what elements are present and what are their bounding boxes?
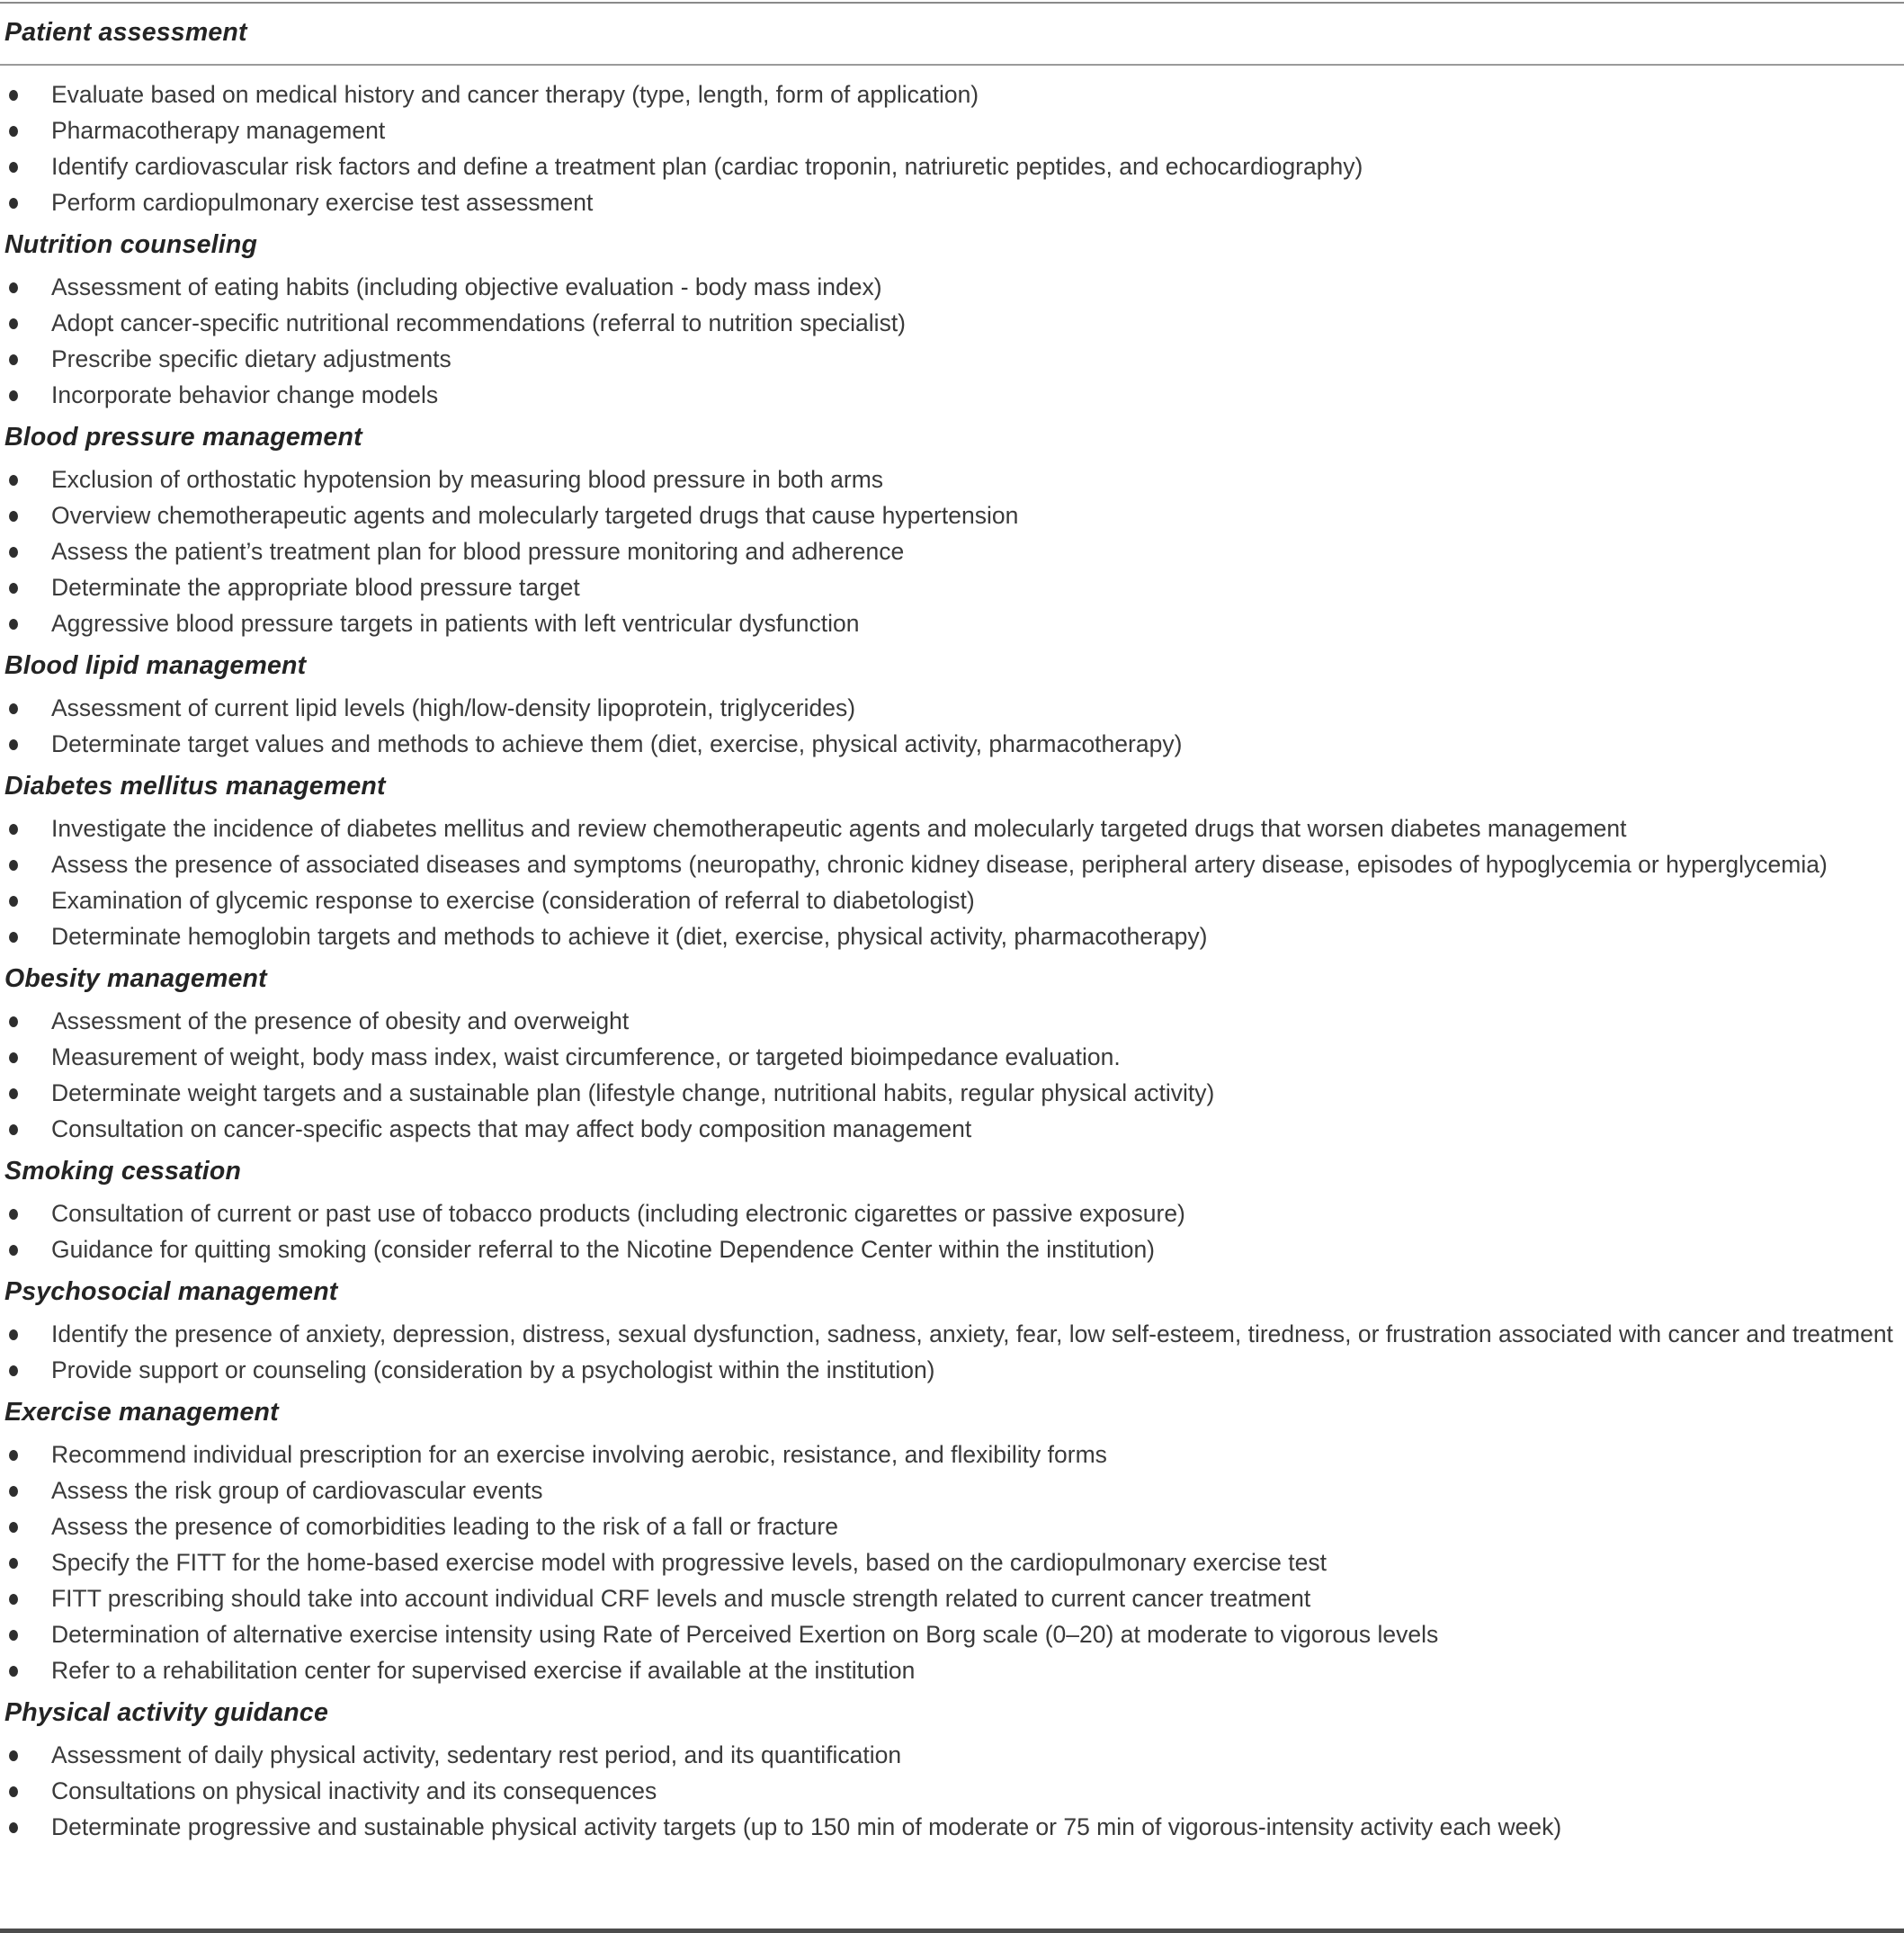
bullet-icon <box>9 126 18 137</box>
list-item-text: Consultation on cancer-specific aspects that may affect body composition management <box>51 1115 972 1142</box>
bullet-icon <box>9 739 18 750</box>
bullet-icon <box>9 1329 18 1340</box>
list-item <box>0 569 1899 605</box>
bullet-icon <box>9 475 18 486</box>
list-item <box>0 1111 1899 1147</box>
section <box>0 1147 1899 1267</box>
list-item <box>0 341 1899 377</box>
bullet-icon <box>9 511 18 522</box>
bullet-icon <box>9 1522 18 1533</box>
bullet-icon <box>9 90 18 101</box>
list-item <box>0 726 1899 762</box>
list-item <box>0 269 1899 305</box>
list-item-text: Assessment of the presence of obesity and overweight <box>51 1007 630 1034</box>
list-item-text: Assess the risk group of cardiovascular events <box>51 1477 543 1504</box>
list-item-text: Identify the presence of anxiety, depression, distress, sexual dysfunction, sadness, anxiety, fear, low self-esteem, tiredness, or frustration associated with cancer and treatment <box>51 1320 1893 1347</box>
list-item-text: Overview chemotherapeutic agents and molecularly targeted drugs that cause hypertension <box>51 502 1019 529</box>
bullet-icon <box>9 1486 18 1497</box>
list-item-text: Specify the FITT for the home-based exercise model with progressive levels, based on the cardiopulmonary exercise test <box>51 1549 1327 1576</box>
list-item <box>0 1231 1899 1267</box>
list-item <box>0 461 1899 497</box>
list-item <box>0 810 1899 846</box>
section-heading: Blood pressure management <box>4 423 362 452</box>
section <box>0 1388 1899 1688</box>
list-item <box>0 305 1899 341</box>
list-item <box>0 533 1899 569</box>
bullet-icon <box>9 1124 18 1135</box>
section-heading: Obesity management <box>4 964 267 993</box>
section-heading: Nutrition counseling <box>4 230 258 259</box>
list-item <box>0 1616 1899 1652</box>
list-item-text: Perform cardiopulmonary exercise test assessment <box>51 189 594 216</box>
list-item-text: Consultation of current or past use of tobacco products (including electronic cigarettes or passive exposure) <box>51 1200 1185 1227</box>
bullet-icon <box>9 1052 18 1063</box>
table-bottom-rule <box>0 1929 1904 1933</box>
bullet-icon <box>9 390 18 401</box>
list-item <box>0 1544 1899 1580</box>
list-item <box>0 1737 1899 1773</box>
list-item-text: Assess the presence of associated diseases and symptoms (neuropathy, chronic kidney disease, peripheral artery disease, episodes of hypoglycemia or hyperglycemia) <box>51 851 1828 878</box>
bullet-icon <box>9 547 18 558</box>
bullet-icon <box>9 703 18 714</box>
list-item-text: Guidance for quitting smoking (consider referral to the Nicotine Dependence Center within the institution) <box>51 1236 1156 1263</box>
list-item-text: Assessment of current lipid levels (high/low-density lipoprotein, triglycerides) <box>51 694 856 721</box>
list-item <box>0 605 1899 641</box>
list-item-text: Investigate the incidence of diabetes mellitus and review chemotherapeutic agents and molecularly targeted drugs that worsen diabetes management <box>51 815 1627 842</box>
bullet-icon <box>9 1209 18 1220</box>
bullet-icon <box>9 1365 18 1376</box>
list-item-text: Exclusion of orthostatic hypotension by measuring blood pressure in both arms <box>51 466 884 493</box>
bullet-icon <box>9 198 18 209</box>
list-item-text: Assessment of daily physical activity, sedentary rest period, and its quantification <box>51 1741 902 1768</box>
list-item <box>0 148 1899 184</box>
list-item <box>0 377 1899 413</box>
section-heading: Exercise management <box>4 1398 279 1427</box>
list-item-text: Provide support or counseling (consideration by a psychologist within the institution) <box>51 1356 935 1383</box>
list-item-text: Prescribe specific dietary adjustments <box>51 345 451 372</box>
list-item-text: FITT prescribing should take into account individual CRF levels and muscle strength related to current cancer treatment <box>51 1585 1311 1612</box>
list-item-text: Assessment of eating habits (including objective evaluation - body mass index) <box>51 273 882 300</box>
table-header-title: Patient assessment <box>4 18 247 47</box>
section <box>0 1267 1899 1388</box>
section-heading: Psychosocial management <box>4 1277 338 1306</box>
section <box>0 220 1899 413</box>
bullet-icon <box>9 1822 18 1833</box>
list-item-text: Examination of glycemic response to exercise (consideration of referral to diabetologist) <box>51 887 975 914</box>
bullet-icon <box>9 1786 18 1797</box>
bullet-icon <box>9 896 18 907</box>
list-item <box>0 1075 1899 1111</box>
list-item-text: Refer to a rehabilitation center for supervised exercise if available at the institution <box>51 1657 916 1684</box>
bullet-icon <box>9 1666 18 1677</box>
list-item-text: Determinate target values and methods to achieve them (diet, exercise, physical activity, pharmacotherapy) <box>51 730 1183 757</box>
bullet-icon <box>9 1594 18 1605</box>
section <box>0 76 1899 220</box>
bullet-icon <box>9 354 18 365</box>
bullet-icon <box>9 318 18 329</box>
list-item <box>0 1316 1899 1352</box>
bullet-icon <box>9 619 18 630</box>
list-item <box>0 846 1899 882</box>
bullet-icon <box>9 583 18 594</box>
section-heading: Smoking cessation <box>4 1157 242 1186</box>
list-item <box>0 690 1899 726</box>
section <box>0 954 1899 1147</box>
list-item <box>0 1003 1899 1039</box>
list-item <box>0 76 1899 112</box>
bullet-icon <box>9 1450 18 1461</box>
list-item-text: Determination of alternative exercise intensity using Rate of Perceived Exertion on Borg scale (0–20) at moderate to vigorous levels <box>51 1621 1439 1648</box>
section-heading: Blood lipid management <box>4 651 307 680</box>
list-item-text: Assess the presence of comorbidities leading to the risk of a fall or fracture <box>51 1513 838 1540</box>
list-item <box>0 1039 1899 1075</box>
list-item-text: Evaluate based on medical history and cancer therapy (type, length, form of application) <box>51 81 979 108</box>
list-item <box>0 918 1899 954</box>
list-item-text: Determinate the appropriate blood pressure target <box>51 574 580 601</box>
list-item <box>0 1352 1899 1388</box>
section-heading: Diabetes mellitus management <box>4 772 386 801</box>
bullet-icon <box>9 1088 18 1099</box>
list-item-text: Assess the patient’s treatment plan for blood pressure monitoring and adherence <box>51 538 905 565</box>
bullet-icon <box>9 1750 18 1761</box>
table-body <box>0 66 1904 1920</box>
list-item-text: Adopt cancer-specific nutritional recommendations (referral to nutrition specialist) <box>51 309 907 336</box>
bullet-icon <box>9 860 18 871</box>
list-item <box>0 1508 1899 1544</box>
section-heading: Physical activity guidance <box>4 1698 329 1727</box>
list-item <box>0 184 1899 220</box>
list-item-text: Determinate weight targets and a sustainable plan (lifestyle change, nutritional habits, regular physical activity) <box>51 1079 1215 1106</box>
list-item-text: Determinate progressive and sustainable physical activity targets (up to 150 min of moderate or 75 min of vigorous-intensity activity each week) <box>51 1813 1562 1840</box>
list-item <box>0 1472 1899 1508</box>
bullet-icon <box>9 1630 18 1641</box>
list-item <box>0 1436 1899 1472</box>
list-item <box>0 1809 1899 1845</box>
bullet-icon <box>9 1016 18 1027</box>
section <box>0 413 1899 641</box>
list-item-text: Determinate hemoglobin targets and methods to achieve it (diet, exercise, physical activity, pharmacotherapy) <box>51 923 1208 950</box>
list-item <box>0 1773 1899 1809</box>
section <box>0 1688 1899 1845</box>
list-item-text: Pharmacotherapy management <box>51 117 386 144</box>
list-item-text: Consultations on physical inactivity and its consequences <box>51 1777 657 1804</box>
section <box>0 641 1899 762</box>
list-item <box>0 497 1899 533</box>
list-item-text: Recommend individual prescription for an exercise involving aerobic, resistance, and flexibility forms <box>51 1441 1107 1468</box>
bullet-icon <box>9 162 18 173</box>
list-item <box>0 1580 1899 1616</box>
list-item-text: Aggressive blood pressure targets in patients with left ventricular dysfunction <box>51 610 860 637</box>
bullet-icon <box>9 824 18 835</box>
list-item-text: Incorporate behavior change models <box>51 381 439 408</box>
section <box>0 762 1899 954</box>
bullet-icon <box>9 282 18 293</box>
list-item <box>0 1652 1899 1688</box>
table-header-row <box>0 4 1904 64</box>
bullet-icon <box>9 1558 18 1569</box>
list-item <box>0 112 1899 148</box>
list-item <box>0 1195 1899 1231</box>
list-item-text: Identify cardiovascular risk factors and define a treatment plan (cardiac troponin, natriuretic peptides, and echocardiography) <box>51 153 1363 180</box>
bullet-icon <box>9 1245 18 1256</box>
list-item <box>0 882 1899 918</box>
bullet-icon <box>9 932 18 943</box>
list-item-text: Measurement of weight, body mass index, waist circumference, or targeted bioimpedance evaluation. <box>51 1043 1121 1070</box>
